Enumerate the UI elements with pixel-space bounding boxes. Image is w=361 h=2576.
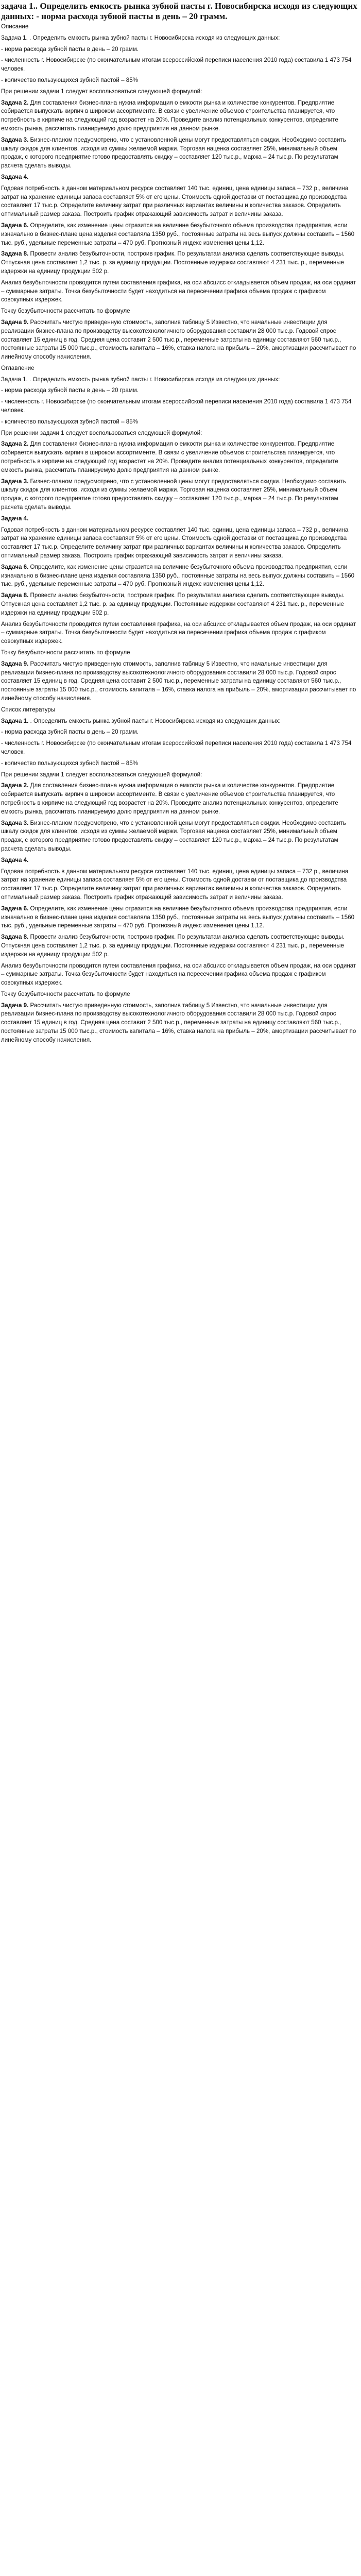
- task-paragraph: [1, 782, 359, 816]
- task-text: - количество пользующихся зубной пастой – 85%: [1, 759, 138, 767]
- task-label: Задача 9.: [1, 660, 29, 667]
- task-paragraph: [1, 933, 359, 959]
- task-text: - численность г. Новосибирске (по окончательным итогам всероссийской переписи населения 2010 года) составила 1 473 754 человек.: [1, 57, 352, 73]
- task-label: Задача 8.: [1, 592, 29, 599]
- task-text: Точку безубыточности рассчитать по формуле: [1, 308, 130, 315]
- task-label: Задача 4.: [1, 173, 29, 180]
- task-text: Анализ безубыточности проводится путем составления графика, на оси абсцисс откладывается объем продаж, на оси ординат – суммарные затраты. Точка безубыточности будет находиться на пересечении графика объема продаж с графиком совокупных издержек.: [1, 279, 356, 303]
- task-text: Задача 1. . Определить емкость рынка зубной пасты г. Новосибирска исходя из следующих данных:: [1, 376, 280, 383]
- task-paragraph: [1, 34, 359, 43]
- task-label: Задача 3.: [1, 819, 29, 826]
- task-paragraph: [1, 250, 359, 276]
- task-text: При решении задачи 1 следует воспользоваться следующей формулой:: [1, 771, 202, 778]
- task-text: . Определить емкость рынка зубной пасты г. Новосибирска исходя из следующих данных:: [28, 717, 281, 724]
- task-text: Для составления бизнес-плана нужна информация о емкости рынка и количестве конкурентов. Предприятие собирается выпускать кирпич в широком ассортименте. В связи с увеличение объемов строительства планируется, что потребность в кирпиче на следующий год возрастет на 20%. Проведите анализ потенциальных конкурентов, определите емкость рынка, рассчитать планируемую долю предприятия на данном рынке.: [1, 440, 338, 473]
- task-label: Задача 3.: [1, 478, 29, 485]
- document-page: [0, 0, 361, 1045]
- page-title: задача 1.. Определить емкость рынка зубной пасты г. Новосибирска исходя из следующих данных: - норма расхода зубной пасты в день – 20 грамм.: [1, 1, 357, 21]
- task-text: - количество пользующихся зубной пастой – 85%: [1, 76, 138, 83]
- task-paragraph: [1, 526, 359, 561]
- task-text: Определите, как изменение цены отразится на величине безубыточного объема производства предприятия, если изначально в бизнес-плане цена изделия составляла 1350 руб., постоянные затраты на весь выпуск должны составить – 1560 тыс. руб., удельные переменные затраты – 470 руб. Прогнозный индекс изменения цены 1,12.: [1, 563, 355, 588]
- task-label: Задача 8.: [1, 934, 29, 941]
- task-label: Задача 6.: [1, 222, 29, 229]
- task-label: Задача 6.: [1, 563, 29, 570]
- task-paragraph: [1, 620, 359, 646]
- task-paragraph: [1, 990, 359, 999]
- task-text: Бизнес-планом предусмотрено, что с установленной цены могут предоставляться скидки. Необходимо составить шкалу скидок для клиентов, исходя из суммы желаемой маржи. Торговая наценка составляет 25%, минимальный объем продаж, с которого предприятие готово предоставлять скидку – составляет 120 тыс.р., маржа – 24 тыс.р. По результатам расчета сделать выводы.: [1, 819, 346, 852]
- task-paragraph: [1, 1002, 359, 1045]
- task-paragraph: [1, 515, 359, 523]
- document-body: [1, 23, 359, 1045]
- task-text: Бизнес-планом предусмотрено, что с установленной цены могут предоставляться скидки. Необходимо составить шкалу скидок для клиентов, исходя из суммы желаемой маржи. Торговая наценка составляет 25%, минимальный объем продаж, с которого предприятие готово предоставлять скидку – составляет 120 тыс.р., маржа – 24 тыс.р. По результатам расчета сделать выводы.: [1, 136, 346, 170]
- task-label: Задача 3.: [1, 136, 29, 143]
- task-paragraph: [1, 318, 359, 362]
- task-paragraph: [1, 856, 359, 865]
- task-label: Задача 2.: [1, 782, 29, 789]
- task-paragraph: [1, 88, 359, 96]
- task-paragraph: [1, 45, 359, 54]
- task-paragraph: [1, 76, 359, 85]
- task-paragraph: [1, 99, 359, 133]
- task-text: Анализ безубыточности проводится путем составления графика, на оси абсцисс откладывается объем продаж, на оси ординат – суммарные затраты. Точка безубыточности будет находиться на пересечении графика объема продаж с графиком совокупных издержек.: [1, 962, 356, 987]
- task-text: - численность г. Новосибирске (по окончательным итогам всероссийской переписи населения 2010 года) составила 1 473 754 человек.: [1, 398, 352, 414]
- task-paragraph: [1, 56, 359, 74]
- task-text: Провести анализ безубыточности, построив график. По результатам анализа сделать соответствующие выводы. Отпускная цена составляет 1,2 тыс. р. за единицу продукции. Постоянные издержки составляют 4 231 тыс. р., переменные издержки на единицу продукции 502 р.: [1, 934, 345, 958]
- task-text: Годовая потребность в данном материальном ресурсе составляет 140 тыс. единиц, цена единицы запаса – 732 р., величина затрат на хранение единицы запаса составляет 5% от его цены. Стоимость одной доставки от поставщика до производства составляет 17 тыс.р. Определите величину затрат при различных вариантах величины и количества заказов. Определить оптимальный размер заказа. Построить график отражающий зависимость затрат и величины заказа.: [1, 184, 349, 218]
- task-text: Бизнес-планом предусмотрено, что с установленной цены могут предоставляться скидки. Необходимо составить шкалу скидок для клиентов, исходя из суммы желаемой маржи. Торговая наценка составляет 25%, минимальный объем продаж, с которого предприятие готово предоставлять скидку – составляет 120 тыс.р., маржа – 24 тыс.р. По результатам расчета сделать выводы.: [1, 478, 346, 511]
- task-paragraph: [1, 905, 359, 930]
- task-text: При решении задачи 1 следует воспользоваться следующей формулой:: [1, 88, 202, 95]
- task-paragraph: [1, 759, 359, 768]
- task-label: Задача 2.: [1, 99, 29, 106]
- section-heading: Список литературы: [1, 706, 56, 713]
- task-paragraph: [1, 739, 359, 757]
- task-text: Провести анализ безубыточности, построив график. По результатам анализа сделать соответствующие выводы. Отпускная цена составляет 1,2 тыс. р. за единицу продукции. Постоянные издержки составляют 4 231 тыс. р., переменные издержки на единицу продукции 502 р.: [1, 250, 345, 275]
- task-text: - норма расхода зубной пасты в день – 20 грамм.: [1, 728, 139, 736]
- task-text: Задача 1. . Определить емкость рынка зубной пасты г. Новосибирска исходя из следующих данных:: [1, 34, 280, 41]
- task-text: Рассчитать чистую приведенную стоимость, заполнив таблицу 5 Известно, что начальные инвестиции для реализации бизнес-плана по производству высокотехнологичного оборудования составили 28 000 тыс.р. Годовой спрос составляет 15 единиц в год. Средняя цена составит 2 500 тыс.р., переменные затраты на единицу составляют 560 тыс.р., постоянные затраты 15 000 тыс.р., стоимость капитала – 16%, ставка налога на прибыль – 20%, амортизации рассчитывает по линейному способу начисления.: [1, 1002, 356, 1043]
- task-text: Для составления бизнес-плана нужна информация о емкости рынка и количестве конкурентов. Предприятие собирается выпускать кирпич в широком ассортименте. В связи с увеличение объемов строительства планируется, что потребность в кирпиче на следующий год возрастет на 20%. Проведите анализ потенциальных конкурентов, определите емкость рынка, рассчитать планируемую долю предприятия на данном рынке.: [1, 99, 338, 132]
- task-text: Точку безубыточности рассчитать по формуле: [1, 649, 130, 656]
- task-paragraph: [1, 279, 359, 304]
- task-paragraph: [1, 222, 359, 247]
- task-paragraph: [1, 418, 359, 427]
- task-paragraph: [1, 728, 359, 737]
- task-text: - норма расхода зубной пасты в день – 20 грамм.: [1, 45, 139, 53]
- task-label: Задача 9.: [1, 318, 29, 326]
- task-text: - норма расхода зубной пасты в день – 20 грамм.: [1, 387, 139, 394]
- task-paragraph: [1, 440, 359, 474]
- task-text: Годовая потребность в данном материальном ресурсе составляет 140 тыс. единиц, цена единицы запаса – 732 р., величина затрат на хранение единицы запаса составляет 5% от его цены. Стоимость одной доставки от поставщика до производства составляет 17 тыс.р. Определите величину затрат при различных вариантах величины и количества заказов. Определить оптимальный размер заказа. Построить график отражающий зависимость затрат и величины заказа.: [1, 526, 349, 560]
- task-paragraph: [1, 173, 359, 182]
- task-paragraph: [1, 591, 359, 617]
- task-paragraph: [1, 771, 359, 779]
- task-label: Задача 2.: [1, 440, 29, 448]
- task-text: Для составления бизнес-плана нужна информация о емкости рынка и количестве конкурентов. Предприятие собирается выпускать кирпич в широком ассортименте. В связи с увеличение объемов строительства планируется, что потребность в кирпиче на следующий год возрастет на 20%. Проведите анализ потенциальных конкурентов, определите емкость рынка, рассчитать планируемую долю предприятия на данном рынке.: [1, 782, 338, 815]
- task-text: Рассчитать чистую приведенную стоимость, заполнив таблицу 5 Известно, что начальные инвестиции для реализации бизнес-плана по производству высокотехнологичного оборудования составили 28 000 тыс.р. Годовой спрос составляет 15 единиц в год. Средняя цена составит 2 500 тыс.р., переменные затраты на единицу составляют 560 тыс.р., постоянные затраты 15 000 тыс.р., стоимость капитала – 16%, ставка налога на прибыль – 20%, амортизации рассчитывает по линейному способу начисления.: [1, 660, 356, 702]
- task-text: Годовая потребность в данном материальном ресурсе составляет 140 тыс. единиц, цена единицы запаса – 732 р., величина затрат на хранение единицы запаса составляет 5% от его цены. Стоимость одной доставки от поставщика до производства составляет 17 тыс.р. Определите величину затрат при различных вариантах величины и количества заказов. Определить оптимальный размер заказа. Построить график отражающий зависимость затрат и величины заказа.: [1, 868, 349, 901]
- task-text: Определите, как изменение цены отразится на величине безубыточного объема производства предприятия, если изначально в бизнес-плане цена изделия составляла 1350 руб., постоянные затраты на весь выпуск должны составить – 1560 тыс. руб., удельные переменные затраты – 470 руб. Прогнозный индекс изменения цены 1,12.: [1, 905, 355, 929]
- task-label: Задача 4.: [1, 515, 29, 522]
- task-text: При решении задачи 1 следует воспользоваться следующей формулой:: [1, 429, 202, 436]
- task-paragraph: [1, 307, 359, 316]
- task-label: Задача 8.: [1, 250, 29, 258]
- task-label: Задача 4.: [1, 856, 29, 863]
- task-text: Рассчитать чистую приведенную стоимость, заполнив таблицу 5 Известно, что начальные инвестиции для реализации бизнес-плана по производству высокотехнологичного оборудования составили 28 000 тыс.р. Годовой спрос составляет 15 единиц в год. Средняя цена составит 2 500 тыс.р., переменные затраты на единицу составляют 560 тыс.р., постоянные затраты 15 000 тыс.р., стоимость капитала – 16%, ставка налога на прибыль – 20%, амортизации рассчитывает по линейному способу начисления.: [1, 318, 356, 361]
- task-paragraph: [1, 478, 359, 512]
- task-paragraph: [1, 429, 359, 438]
- task-paragraph: [1, 868, 359, 902]
- task-text: - численность г. Новосибирске (по окончательным итогам всероссийской переписи населения 2010 года) составила 1 473 754 человек.: [1, 740, 352, 755]
- task-text: Анализ безубыточности проводится путем составления графика, на оси абсцисс откладывается объем продаж, на оси ординат – суммарные затраты. Точка безубыточности будет находиться на пересечении графика объема продаж с графиком совокупных издержек.: [1, 620, 356, 645]
- task-label: Задача 9.: [1, 1002, 29, 1009]
- task-paragraph: [1, 398, 359, 415]
- task-paragraph: [1, 962, 359, 988]
- task-paragraph: [1, 184, 359, 219]
- task-paragraph: [1, 136, 359, 171]
- task-text: Провести анализ безубыточности, построив график. По результатам анализа сделать соответствующие выводы. Отпускная цена составляет 1,2 тыс. р. за единицу продукции. Постоянные издержки составляют 4 231 тыс. р., переменные издержки на единицу продукции 502 р.: [1, 592, 345, 616]
- task-text: - количество пользующихся зубной пастой – 85%: [1, 418, 138, 425]
- task-paragraph: [1, 717, 359, 726]
- task-paragraph: [1, 563, 359, 589]
- task-label: Задача 1.: [1, 717, 29, 724]
- task-paragraph: [1, 819, 359, 854]
- task-paragraph: [1, 386, 359, 395]
- task-paragraph: [1, 660, 359, 703]
- task-text: Точку безубыточности рассчитать по формуле: [1, 990, 130, 997]
- task-paragraph: [1, 649, 359, 657]
- task-text: Определите, как изменение цены отразится на величине безубыточного объема производства предприятия, если изначально в бизнес-плане цена изделия составляла 1350 руб., постоянные затраты на весь выпуск должны составить – 1560 тыс. руб., удельные переменные затраты – 470 руб. Прогнозный индекс изменения цены 1,12.: [1, 222, 355, 246]
- section-heading: Оглавление: [1, 364, 35, 371]
- task-label: Задача 6.: [1, 905, 29, 912]
- section-heading: Описание: [1, 23, 29, 30]
- task-paragraph: [1, 376, 359, 384]
